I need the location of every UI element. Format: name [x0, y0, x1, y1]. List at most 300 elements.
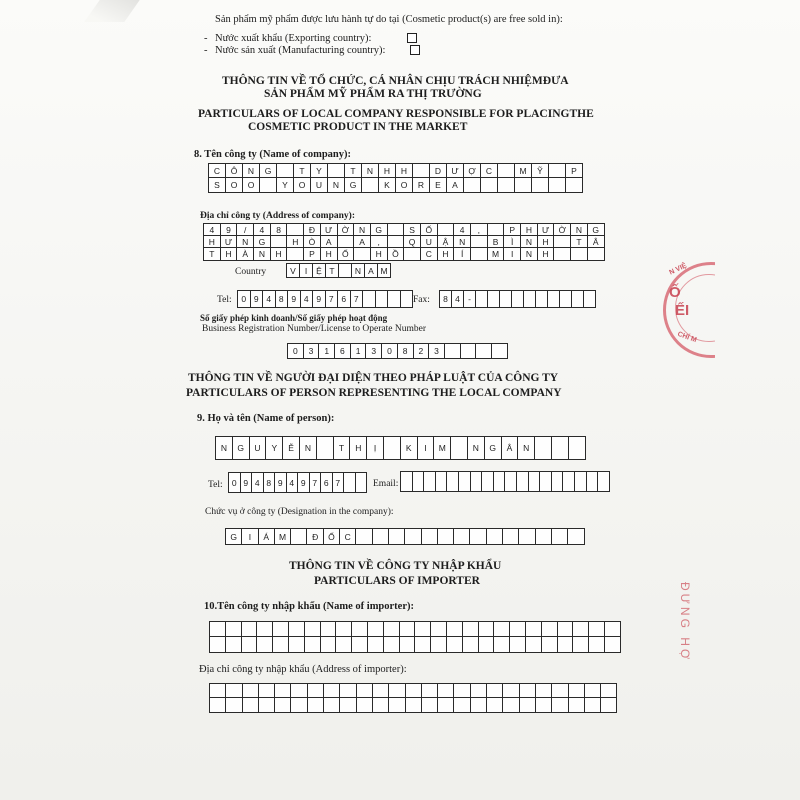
grid-cell	[406, 684, 422, 698]
grid-cell	[569, 437, 586, 459]
grid-cell	[447, 472, 459, 491]
grid-cell: N	[362, 164, 379, 178]
grid-cell: Ì	[504, 236, 521, 248]
grid-cell	[464, 178, 481, 192]
grid-cell	[424, 472, 436, 491]
grid-cell	[552, 684, 568, 698]
grid-cell	[388, 291, 401, 307]
grid-cell: 0	[238, 291, 251, 307]
local-company-title-vi-1: THÔNG TIN VỀ TỔ CHỨC, CÁ NHÂN CHỊU TRÁCH NHIỆMĐƯA	[222, 75, 569, 87]
grid-cell: C	[481, 164, 498, 178]
grid-cell	[413, 164, 430, 178]
grid-cell	[445, 344, 461, 358]
grid-cell	[401, 472, 413, 491]
grid-cell	[413, 472, 425, 491]
red-vertical-mark: ĐƯNG HỢ	[678, 582, 692, 663]
grid-cell	[376, 291, 389, 307]
grid-cell: G	[260, 164, 277, 178]
grid-cell: N	[521, 236, 538, 248]
designation-grid[interactable]	[225, 528, 585, 545]
grid-cell: S	[209, 178, 226, 192]
grid-cell	[510, 637, 526, 652]
grid-cell	[257, 622, 273, 637]
grid-cell: H	[438, 248, 455, 260]
grid-cell	[422, 684, 438, 698]
grid-cell: Ồ	[388, 248, 405, 260]
grid-cell	[589, 637, 605, 652]
grid-cell: À	[237, 248, 254, 260]
grid-cell	[463, 622, 479, 637]
grid-cell: Á	[259, 529, 275, 544]
grid-cell: A	[354, 236, 371, 248]
grid-cell: Â	[502, 437, 519, 459]
grid-cell	[356, 473, 368, 492]
grid-cell	[575, 472, 587, 491]
grid-cell: 6	[321, 473, 333, 492]
grid-cell	[571, 248, 588, 260]
person-email-grid[interactable]	[400, 471, 610, 492]
grid-cell	[308, 698, 324, 712]
grid-cell	[389, 529, 405, 544]
grid-cell	[291, 684, 307, 698]
grid-cell	[569, 684, 585, 698]
grid-cell	[542, 622, 558, 637]
grid-cell	[498, 178, 515, 192]
grid-cell: 4	[301, 291, 314, 307]
grid-cell: 9	[221, 224, 238, 236]
grid-cell: Ố	[324, 529, 340, 544]
grid-cell	[287, 248, 304, 260]
importer-name-grid-line2[interactable]	[209, 636, 621, 653]
company-name-grid-line2[interactable]	[208, 177, 583, 193]
grid-cell: T	[334, 437, 351, 459]
grid-cell	[243, 684, 259, 698]
grid-cell	[352, 637, 368, 652]
grid-cell	[243, 698, 259, 712]
grid-cell: Ờ	[554, 224, 571, 236]
grid-cell	[277, 164, 294, 178]
grid-cell: 1	[351, 344, 367, 358]
grid-cell	[558, 637, 574, 652]
grid-cell	[242, 622, 258, 637]
grid-cell	[549, 164, 566, 178]
license-number-grid[interactable]	[287, 343, 508, 359]
grid-cell	[354, 248, 371, 260]
grid-cell: 4	[454, 224, 471, 236]
grid-cell	[517, 472, 529, 491]
grid-cell	[503, 698, 519, 712]
grid-cell	[587, 472, 599, 491]
grid-cell	[573, 622, 589, 637]
grid-cell: N	[518, 437, 535, 459]
exporting-country-label: Nước xuất khẩu (Exporting country):	[215, 33, 372, 44]
grid-cell	[305, 622, 321, 637]
grid-cell: M	[515, 164, 532, 178]
license-label-vi: Số giấy phép kinh doanh/Số giấy phép hoạt động	[200, 313, 388, 323]
grid-cell: N	[352, 264, 365, 277]
grid-cell: R	[413, 178, 430, 192]
grid-cell: G	[371, 224, 388, 236]
grid-cell	[389, 698, 405, 712]
grid-cell	[498, 164, 515, 178]
grid-cell	[536, 698, 552, 712]
grid-cell	[487, 698, 503, 712]
grid-cell: Ờ	[338, 224, 355, 236]
grid-cell: A	[365, 264, 378, 277]
grid-cell	[479, 637, 495, 652]
grid-cell	[447, 622, 463, 637]
license-label-en: Business Registration Number/License to Operate Number	[202, 324, 426, 334]
seal-text-right: ẾI	[675, 302, 690, 319]
grid-cell	[558, 622, 574, 637]
grid-cell: 9	[288, 291, 301, 307]
grid-cell	[373, 684, 389, 698]
grid-cell	[476, 291, 488, 307]
grid-cell	[384, 437, 401, 459]
manufacturing-country-checkbox[interactable]	[410, 45, 420, 55]
grid-cell: ,	[371, 236, 388, 248]
seal-text-top: N VIỆ	[668, 262, 688, 277]
grid-cell	[415, 622, 431, 637]
grid-cell: ,	[471, 224, 488, 236]
grid-cell	[584, 291, 596, 307]
grid-cell: M	[275, 529, 291, 544]
grid-cell: I	[242, 529, 258, 544]
seal-text-mid: Ố	[669, 284, 681, 301]
exporting-bullet: -	[204, 33, 208, 44]
grid-cell: Í	[454, 248, 471, 260]
grid-cell	[415, 637, 431, 652]
grid-cell: P	[566, 164, 583, 178]
grid-cell: 7	[333, 473, 345, 492]
grid-cell	[481, 178, 498, 192]
grid-cell: M	[434, 437, 451, 459]
local-company-title-en-1: PARTICULARS OF LOCAL COMPANY RESPONSIBLE FOR PLACINGTHE	[198, 108, 594, 120]
grid-cell	[500, 291, 512, 307]
grid-cell	[536, 684, 552, 698]
grid-cell: T	[326, 264, 339, 277]
grid-cell	[400, 637, 416, 652]
exporting-country-checkbox[interactable]	[407, 33, 417, 43]
grid-cell: T	[571, 236, 588, 248]
grid-cell	[257, 637, 273, 652]
grid-cell: 1	[319, 344, 335, 358]
grid-cell: U	[250, 437, 267, 459]
grid-cell	[535, 437, 552, 459]
grid-cell: G	[233, 437, 250, 459]
designation-label: Chức vụ ở công ty (Designation in the company):	[205, 507, 394, 517]
grid-cell: U	[421, 236, 438, 248]
grid-cell	[552, 529, 568, 544]
grid-cell: H	[521, 224, 538, 236]
grid-cell	[259, 698, 275, 712]
grid-cell	[548, 291, 560, 307]
grid-cell	[336, 637, 352, 652]
country-label: Country	[235, 267, 267, 277]
grid-cell: 2	[414, 344, 430, 358]
grid-cell: Đ	[307, 529, 323, 544]
grid-cell	[552, 472, 564, 491]
importer-title-vi: THÔNG TIN VỀ CÔNG TY NHẬP KHẨU	[289, 560, 502, 572]
grid-cell: /	[237, 224, 254, 236]
grid-cell: Ị	[367, 437, 384, 459]
representative-title-en: PARTICULARS OF PERSON REPRESENTING THE LOCAL COMPANY	[186, 387, 562, 399]
grid-cell	[524, 291, 536, 307]
grid-cell	[585, 698, 601, 712]
grid-cell: 9	[313, 291, 326, 307]
grid-cell: M	[488, 248, 505, 260]
grid-cell	[210, 637, 226, 652]
grid-cell: -	[464, 291, 476, 307]
grid-cell	[431, 622, 447, 637]
grid-cell	[494, 622, 510, 637]
grid-cell	[512, 291, 524, 307]
grid-cell	[451, 437, 468, 459]
person-tel-grid[interactable]	[228, 472, 367, 493]
grid-cell: H	[538, 248, 555, 260]
grid-cell	[324, 698, 340, 712]
grid-cell	[373, 529, 389, 544]
grid-cell	[505, 472, 517, 491]
grid-cell: C	[209, 164, 226, 178]
grid-cell: 8	[271, 224, 288, 236]
grid-cell	[340, 684, 356, 698]
grid-cell	[321, 637, 337, 652]
person-name-grid[interactable]	[215, 436, 586, 460]
grid-cell: 8	[440, 291, 452, 307]
grid-cell: N	[454, 236, 471, 248]
grid-cell: 6	[335, 344, 351, 358]
grid-cell	[362, 178, 379, 192]
grid-cell: 8	[398, 344, 414, 358]
grid-cell: H	[371, 248, 388, 260]
grid-cell: S	[404, 224, 421, 236]
grid-cell: U	[311, 178, 328, 192]
grid-cell	[536, 529, 552, 544]
grid-cell	[519, 529, 535, 544]
grid-cell: G	[588, 224, 605, 236]
grid-cell: P	[504, 224, 521, 236]
grid-cell: H	[221, 248, 238, 260]
grid-cell	[226, 698, 242, 712]
grid-cell	[459, 472, 471, 491]
importer-name-label: 10.Tên công ty nhập khẩu (Name of importer):	[204, 601, 414, 612]
grid-cell: Q	[404, 236, 421, 248]
grid-cell: H	[321, 248, 338, 260]
grid-cell	[438, 698, 454, 712]
grid-cell	[552, 437, 569, 459]
grid-cell: N	[571, 224, 588, 236]
grid-cell	[552, 698, 568, 712]
grid-cell	[275, 684, 291, 698]
grid-cell: M	[378, 264, 391, 277]
manufacturing-country-label: Nước sản xuất (Manufacturing country):	[215, 45, 386, 56]
grid-cell	[368, 637, 384, 652]
grid-cell: Â	[588, 236, 605, 248]
grid-cell	[598, 472, 610, 491]
company-seal-stamp	[655, 258, 715, 358]
grid-cell	[569, 698, 585, 712]
grid-cell	[471, 248, 488, 260]
grid-cell: 8	[276, 291, 289, 307]
grid-cell	[588, 248, 605, 260]
grid-cell: N	[328, 178, 345, 192]
grid-cell	[210, 622, 226, 637]
grid-cell	[317, 437, 334, 459]
company-name-label: 8. Tên công ty (Name of company):	[194, 149, 351, 160]
grid-cell: H	[271, 248, 288, 260]
grid-cell: C	[340, 529, 356, 544]
grid-cell: 4	[252, 473, 264, 492]
grid-cell	[492, 344, 508, 358]
grid-cell	[324, 684, 340, 698]
grid-cell	[542, 637, 558, 652]
grid-cell	[482, 472, 494, 491]
grid-cell: N	[243, 164, 260, 178]
grid-cell	[454, 684, 470, 698]
grid-cell	[532, 178, 549, 192]
grid-cell	[461, 344, 477, 358]
grid-cell: Ư	[321, 224, 338, 236]
grid-cell	[291, 698, 307, 712]
grid-cell: C	[421, 248, 438, 260]
grid-cell: O	[226, 178, 243, 192]
grid-cell	[494, 472, 506, 491]
grid-cell	[431, 637, 447, 652]
grid-cell: 7	[326, 291, 339, 307]
grid-cell	[470, 529, 486, 544]
grid-cell	[405, 529, 421, 544]
grid-cell	[368, 622, 384, 637]
grid-cell: Ễ	[283, 437, 300, 459]
grid-cell: G	[254, 236, 271, 248]
grid-cell	[536, 291, 548, 307]
grid-cell: 3	[429, 344, 445, 358]
grid-cell	[566, 178, 583, 192]
grid-cell	[384, 637, 400, 652]
grid-cell	[336, 622, 352, 637]
grid-cell	[589, 622, 605, 637]
grid-cell: N	[216, 437, 233, 459]
importer-title-en: PARTICULARS OF IMPORTER	[314, 575, 480, 587]
grid-cell: H	[396, 164, 413, 178]
grid-cell: O	[396, 178, 413, 192]
grid-cell: H	[204, 236, 221, 248]
grid-cell	[573, 637, 589, 652]
grid-cell	[554, 248, 571, 260]
grid-cell: 9	[251, 291, 264, 307]
grid-cell: Ò	[304, 236, 321, 248]
grid-cell	[438, 529, 454, 544]
grid-cell	[291, 529, 307, 544]
grid-cell	[401, 291, 414, 307]
grid-cell	[510, 622, 526, 637]
grid-cell: Y	[266, 437, 283, 459]
grid-cell	[210, 698, 226, 712]
grid-cell	[572, 291, 584, 307]
grid-cell	[454, 698, 470, 712]
grid-cell	[273, 637, 289, 652]
importer-address-grid-line2[interactable]	[209, 697, 617, 713]
grid-cell	[436, 472, 448, 491]
grid-cell: O	[294, 178, 311, 192]
grid-cell: T	[204, 248, 221, 260]
grid-cell: Đ	[304, 224, 321, 236]
grid-cell	[463, 637, 479, 652]
grid-cell: G	[485, 437, 502, 459]
company-fax-grid[interactable]	[439, 290, 596, 308]
grid-cell	[289, 637, 305, 652]
grid-cell	[210, 684, 226, 698]
grid-cell: 7	[351, 291, 364, 307]
local-company-title-en-2: COSMETIC PRODUCT IN THE MARKET	[248, 121, 468, 133]
grid-cell: T	[294, 164, 311, 178]
grid-cell	[404, 248, 421, 260]
grid-cell	[520, 684, 536, 698]
grid-cell	[487, 529, 503, 544]
grid-cell: H	[350, 437, 367, 459]
grid-cell	[340, 698, 356, 712]
grid-cell: 9	[298, 473, 310, 492]
grid-cell	[373, 698, 389, 712]
grid-cell: Ợ	[464, 164, 481, 178]
grid-cell	[605, 622, 621, 637]
grid-cell: 0	[229, 473, 241, 492]
grid-cell	[454, 529, 470, 544]
grid-cell	[601, 698, 617, 712]
grid-cell: A	[447, 178, 464, 192]
grid-cell	[422, 698, 438, 712]
grid-cell: E	[430, 178, 447, 192]
company-tel-grid[interactable]	[237, 290, 413, 308]
grid-cell	[422, 529, 438, 544]
grid-cell	[260, 178, 277, 192]
grid-cell	[259, 684, 275, 698]
grid-cell: Ư	[538, 224, 555, 236]
grid-cell	[275, 698, 291, 712]
country-grid[interactable]	[286, 263, 391, 278]
grid-cell: O	[243, 178, 260, 192]
grid-cell	[494, 637, 510, 652]
grid-cell	[549, 178, 566, 192]
grid-cell: Ố	[338, 248, 355, 260]
grid-cell: 7	[310, 473, 322, 492]
grid-cell: A	[321, 236, 338, 248]
grid-cell: K	[379, 178, 396, 192]
grid-cell: 0	[288, 344, 304, 358]
grid-cell	[308, 684, 324, 698]
grid-cell: V	[287, 264, 300, 277]
grid-cell	[479, 622, 495, 637]
grid-cell: B	[488, 236, 505, 248]
grid-cell: N	[521, 248, 538, 260]
grid-cell: 3	[366, 344, 382, 358]
page-fold-shadow	[84, 0, 139, 22]
grid-cell	[273, 622, 289, 637]
grid-cell: 8	[264, 473, 276, 492]
company-address-label: Địa chỉ công ty (Address of company):	[200, 211, 355, 221]
grid-cell: 4	[254, 224, 271, 236]
grid-cell: H	[379, 164, 396, 178]
grid-cell: P	[304, 248, 321, 260]
grid-cell	[344, 473, 356, 492]
grid-cell: Ư	[221, 236, 238, 248]
company-address-grid-line3[interactable]	[203, 247, 605, 261]
grid-cell: I	[300, 264, 313, 277]
grid-cell: N	[354, 224, 371, 236]
grid-cell: G	[345, 178, 362, 192]
grid-cell	[321, 622, 337, 637]
